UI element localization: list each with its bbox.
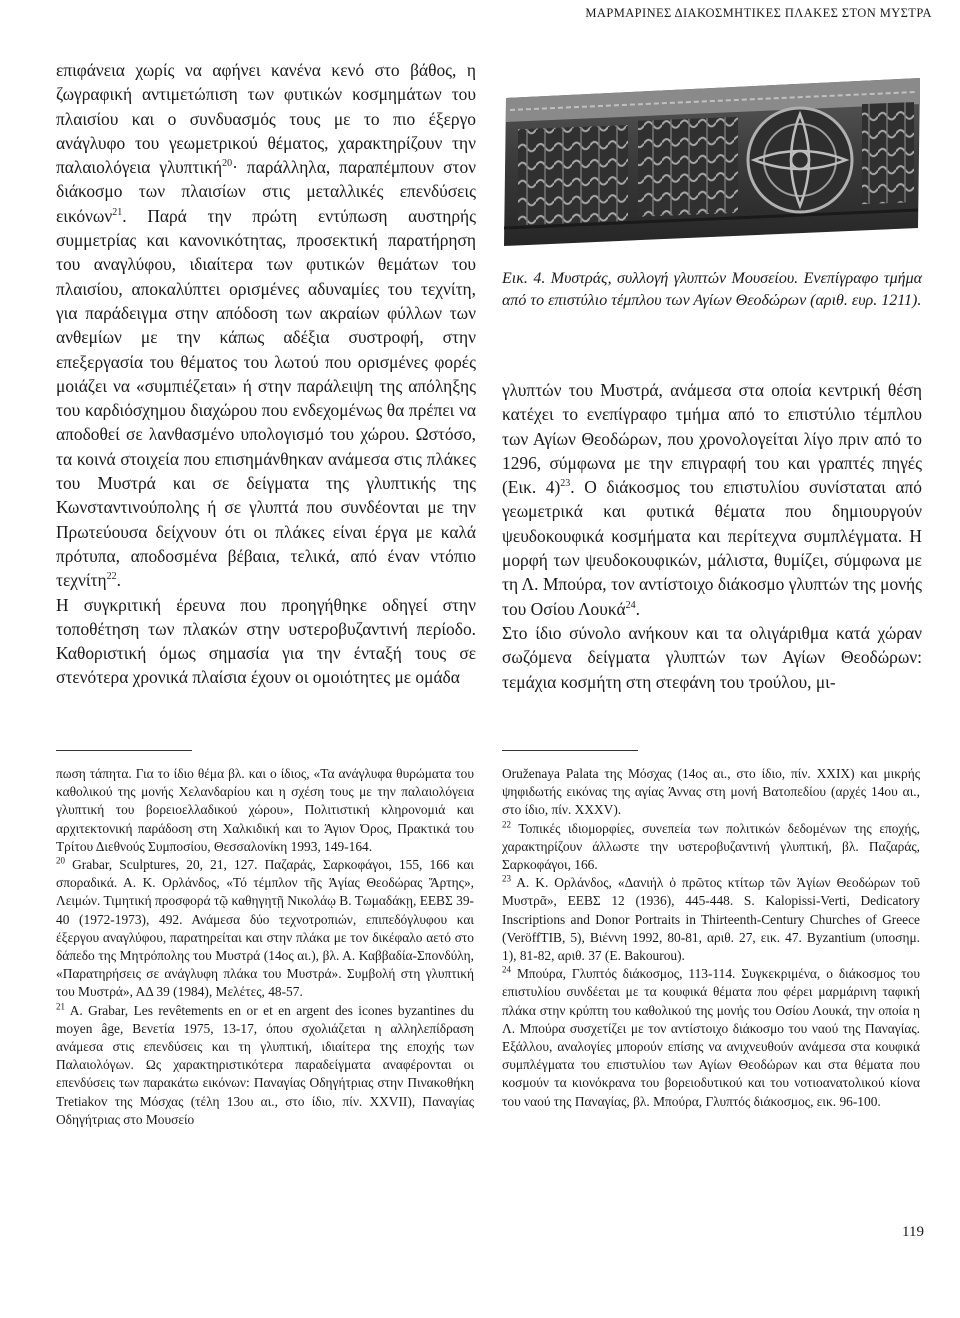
left-paragraph-2: Η συγκριτική έρευνα που προηγήθηκε οδηγεί στην τοποθέτηση των πλακών στην υστεροβυζαντινή περίοδο. Καθοριστική όμως σημασία για την ένταξή τους σε στενότερα χρονικά πλαίσια έχουν οι ομοιότητες με ομάδα — [56, 594, 476, 688]
footnote-text: Grabar, Sculptures, 20, 21, 127. Παζαράς, Σαρκοφάγοι, 155, 166 και σποραδικά. Α. Κ. Ορλάνδος, «Τό τέμπλον τῆς Ἁγίας Θεοδώρας Ἄρτης», Λειμών. Τιμητική προσφορά τῷ καθηγητῇ Νικολάῳ Β. Τωμαδάκῃ, ΕΕΒΣ 39-40 (1972-1973), 492. Ανάμεσα δύο τεχνοτροπιών, επιπεδόγλυφου και έξεργου αναγλύφου, παρατηρείται και στην πλάκα με τον δικέφαλο αετό στο δάπεδο της Μητρόπολης του Μυστρά (14ος αι.), βλ. Α. Καββαδία-Σπονδύλη, «Παρατηρήσεις σε ανάγλυφη πλάκα του Μυστρά». Συμβολή στη γλυπτική του Μυστρά», ΑΔ 39 (1984), Μελέτες, 48-57. — [56, 857, 474, 1000]
footnote-continuation: Oruženaya Palata της Μόσχας (14ος αι., στο ίδιο, πίν. XXIX) και μικρής ψηφιδωτής εικόνας της αγίας Άννας στη μονή Βατοπεδίου (αρχές 14ου αι., στο ίδιο, πίν. XXXV). — [502, 766, 920, 818]
footnote-number: 23 — [502, 873, 511, 884]
footnote-20 — [56, 856, 474, 1002]
page-number: 119 — [902, 1224, 924, 1240]
footnote-24 — [502, 965, 920, 1111]
footnotes-left — [56, 765, 474, 1129]
footnote-number: 21 — [56, 1001, 65, 1012]
epistyle-relief-image — [500, 68, 924, 248]
text-run: . Παρά την πρώτη εντύπωση αυστηρής συμμετρίας και κανονικότητας, προσεκτική παρατήρηση του αναγλύφου, ιδιαίτερα των φυτικών θεμάτων του πλαισίου, αποκαλύπτει ορισμένες αδυναμίες του τεχνίτη, για παράδειγμα στην απόδοση των ακραίων φύλλων των ανθεμίων με την κάπως αδέξια συστροφή, στην επεξεργασία του θέματος του λωτού που ορισμένες φορές μοιάζει να «συμπιέζεται» ή στην παράλειψη της απόληξης του καρδιόσχημου διαχώρου που ενδεχομένως θα πρέπει να αποδοθεί σε λανθασμένο υπολογισμό του χώρου. Ωστόσο, τα κοινά στοιχεία που επισημάνθηκαν ανάμεσα στις πλάκες του Μυστρά και σε δείγματα της γλυπτικής της Κωνσταντινούπολης ή σε γλυπτά που συνδέονται με την Πρωτεύουσα δείχνουν ότι οι πλάκες είναι έργα με καλά πρότυπα, αποδοσμένα βέβαια, τελικά, από έναν ντόπιο τεχνίτη — [56, 205, 476, 591]
footnote-text: Τοπικές ιδιομορφίες, συνεπεία των πολιτικών δεδομένων της εποχής, χαρακτηρίζουν άλλωστε την υστεροβυζαντινή γλυπτική, βλ. Παζαράς, Σαρκοφάγοι, 166. — [502, 820, 920, 873]
footnote-ref-24[interactable]: 24 — [625, 599, 636, 611]
text-run: γλυπτών του Μυστρά, ανάμεσα στα οποία κεντρική θέση κατέχει το ενεπίγραφο τμήμα από το επιστύλιο τέμπλου των Αγίων Θεοδώρων, που χρονολογείται λίγο πριν από το 1296, σύμφωνα με την επιγραφή του και γραπτές πηγές (Εικ. 4) — [502, 380, 922, 498]
left-paragraph-1 — [56, 58, 476, 593]
footnote-number: 20 — [56, 855, 65, 866]
right-paragraph-2: Στο ίδιο σύνολο ανήκουν και τα ολιγάριθμα κατά χώραν σωζόμενα δείγματα γλυπτών των Αγίων Θεοδώρων: τεμάχια κοσμήτη στη στεφάνη του τρούλου, μι- — [502, 622, 922, 692]
footnote-divider-right — [502, 750, 638, 751]
footnote-text: Μπούρα, Γλυπτός διάκοσμος, 113-114. Συγκεκριμένα, ο διάκοσμος του επιστυλίου συνδέεται με τα κουφικά θέματα που φέρει μαρμάρινη ταφική πλάκα στην κρύπτη του καθολικού της μονής του Οσίου Λουκά, την οποία η Λ. Μπούρα συσχετίζει με τον αντίστοιχο διάκοσμο του ναού της Παναγίας. Εξάλλου, αναλογίες μπορούν επίσης να ανιχνευθούν ανάμεσα στα κουφικά συμπλέγματα του επιστυλίου των Αγίων Θεοδώρων και στα θέματα που κοσμούν τα κιονόκρανα του βορειοδυτικού και του νοτιοανατολικού κίονα του ναού της Παναγίας, βλ. Μπούρα, Γλυπτός διάκοσμος, εικ. 96-100. — [502, 966, 920, 1109]
footnote-ref-22[interactable]: 22 — [106, 571, 117, 583]
footnote-continuation: πωση τάπητα. Για το ίδιο θέμα βλ. και ο ίδιος, «Τα ανάγλυφα θυρώματα του καθολικού της μονής Χελανδαρίου και η σχέση τους με την παλαιολόγεια γλυπτική του βορειοελλαδικού χώρου», Πολιτιστική κληρονομιά και αρχιτεκτονική παράδοση στη Χαλκιδική και το Άγιον Όρος, Πρακτικά του Τρίτου Διεθνούς Συμποσίου, Θεσσαλονίκη 1993, 149-164. — [56, 766, 474, 854]
text-run: · παράλληλα, παραπέμπουν στον διάκοσμο των πλαισίων στις μεταλλικές επενδύσεις εικόνων — [56, 157, 477, 226]
footnote-ref-21[interactable]: 21 — [112, 206, 123, 218]
footnote-number: 24 — [502, 964, 511, 975]
footnote-23 — [502, 874, 920, 965]
left-column-text — [56, 58, 476, 690]
footnote-number: 22 — [502, 819, 511, 830]
figure-caption: Εικ. 4. Μυστράς, συλλογή γλυπτών Μουσείου. Ενεπίγραφο τμήμα από το επιστύλιο τέμπλου των Αγίων Θεοδώρων (αριθ. ευρ. 1211). — [502, 270, 922, 309]
running-header: ΜΑΡΜΑΡΙΝΕΣ ΔΙΑΚΟΣΜΗΤΙΚΕΣ ΠΛΑΚΕΣ ΣΤΟΝ ΜΥΣΤΡΑ — [585, 6, 932, 20]
text-run: . — [116, 570, 121, 591]
text-run: . — [635, 598, 640, 619]
right-paragraph-1 — [502, 378, 922, 621]
footnote-ref-23[interactable]: 23 — [560, 478, 571, 490]
figure-epistyle-photo — [500, 68, 924, 248]
footnote-21 — [56, 1002, 474, 1129]
footnote-22 — [502, 820, 920, 875]
footnote-text: A. Grabar, Les revêtements en or et en argent des icones byzantines du moyen âge, Βενετία 1975, 13-17, όπου σχολιάζεται η αλληλεπίδραση ανάμεσα στις επενδύσεις και τη γλυπτική, ιδιαίτερα της εποχής των Παλαιολόγων. Ως χαρακτηριστικότερα παραδείγματα αναφέρονται οι επενδύσεις των παρακάτω εικόνων: Παναγίας Οδηγήτριας στην Πινακοθήκη Tretiakov της Μόσχας (τέλη 13ου αι., στο ίδιο, πίν. XXVII), Παναγίας Οδηγήτριας στο Μουσείο — [56, 1002, 474, 1127]
footnotes-right — [502, 765, 920, 1111]
right-column-text — [502, 378, 922, 694]
footnote-divider-left — [56, 750, 192, 751]
footnote-ref-20[interactable]: 20 — [222, 158, 233, 170]
text-run: επιφάνεια χωρίς να αφήνει κανένα κενό στο βάθος, η ζωγραφική αντιμετώπιση των φυτικών κοσμημάτων του πλαισίου και ο συνδυασμός τους με το πιο έξεργο ανάγλυφο του γεωμετρικού θέματος, χαρακτηρίζουν την παλαιολόγεια γλυπτική — [56, 60, 476, 178]
text-run: . Ο διάκοσμος του επιστυλίου συνίσταται από γεωμετρικά και φυτικά θέματα που δημιουργούν ψευδοκουφικά κοσμήματα και περίτεχνα συμπλέγματα. Η μορφή των ψευδοκουφικών, μάλιστα, θυμίζει, σύμφωνα με τη Λ. Μπούρα, τον αντίστοιχο διάκοσμο γλυπτών της μονής του Οσίου Λουκά — [502, 477, 922, 619]
footnote-text: Α. Κ. Ορλάνδος, «Δανιήλ ὁ πρῶτος κτίτωρ τῶν Ἁγίων Θεοδώρων τοῦ Μυστρᾶ», ΕΕΒΣ 12 (1936), 445-448. S. Kalopissi-Verti, Dedicatory Inscriptions and Donor Portraits in Thirteenth-Century Churches of Greece (VeröffTIB, 5), Βιέννη 1992, 80-81, αριθ. 27, εικ. 47. Byzantium (υποσημ. 1), 81-82, αριθ. 37 (Ε. Bakourou). — [502, 875, 920, 964]
